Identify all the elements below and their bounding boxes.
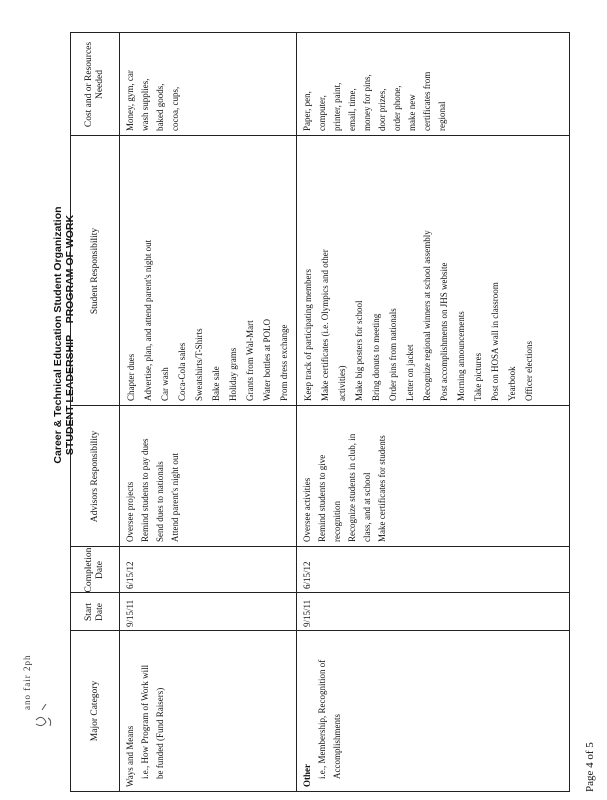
list-item: door prizes, bbox=[377, 88, 387, 131]
list-item: Chapter dues bbox=[126, 353, 136, 401]
list-item: make new bbox=[407, 94, 417, 131]
title-line-1: Career & Technical Education Student Organization bbox=[52, 206, 64, 464]
list-item: Make big posters for school bbox=[354, 300, 364, 401]
header-completion-date: Completion Date bbox=[84, 547, 105, 593]
list-item: recognition bbox=[332, 501, 342, 542]
list-item: Oversee projects bbox=[125, 481, 135, 542]
list-item: Car wash bbox=[160, 367, 170, 401]
list-item: Letter on jacket bbox=[405, 344, 415, 401]
list-item: Send dues to nationals bbox=[155, 461, 165, 542]
list-item: Post accomplishments on JHS website bbox=[439, 262, 449, 401]
advisor-list bbox=[123, 439, 183, 543]
list-item: computer, bbox=[317, 95, 327, 131]
completion-date: 6/15/12 bbox=[302, 561, 312, 589]
list-item: Grants from Wal-Mart bbox=[245, 320, 255, 401]
header-start-date: Start Date bbox=[84, 603, 105, 621]
list-item: money for pins, bbox=[362, 74, 372, 131]
margin-note: ano fair 2ph bbox=[22, 654, 32, 710]
list-item: class, and at school bbox=[362, 472, 372, 542]
list-item: Order pins from nationals bbox=[388, 308, 398, 401]
list-item: Money, gym, car bbox=[125, 70, 135, 131]
header-cost-resources: Cost and or Resources Needed bbox=[84, 41, 105, 128]
list-item: Keep track of participating members bbox=[303, 269, 313, 401]
program-table bbox=[70, 32, 570, 792]
cost-list bbox=[123, 70, 183, 131]
category-detail: i.e., Membership, Recognition of bbox=[317, 659, 327, 779]
title-line-2: STUDENT LEADERSHIP – PROGRAM OF WORK bbox=[64, 214, 76, 456]
advisor-list bbox=[300, 434, 390, 542]
list-item: Remind students to give bbox=[317, 454, 327, 542]
list-item: Holiday grams bbox=[228, 347, 238, 401]
list-item: regional bbox=[437, 101, 447, 131]
list-item: Recognize students in club, in bbox=[347, 433, 357, 542]
header-advisors-responsibility: Advisors Responsibility bbox=[89, 430, 100, 523]
list-item: Sweatshirts/T-Shirts bbox=[194, 328, 204, 401]
list-item: Paper, pen, bbox=[302, 91, 312, 131]
list-item: Officer elections bbox=[524, 340, 534, 401]
list-item: Water bottles at POLO bbox=[262, 318, 272, 401]
list-item: Bring donuts to meeting bbox=[371, 313, 381, 401]
list-item: Remind students to pay dues bbox=[140, 438, 150, 542]
page-number: Page 4 of 5 bbox=[584, 742, 596, 792]
list-item: Advertise, plan, and attend parent's night out bbox=[143, 239, 153, 401]
category-name: Ways and Means bbox=[125, 725, 135, 787]
list-item: Coca-Cola sales bbox=[177, 342, 187, 401]
list-item: certificates from bbox=[422, 71, 432, 131]
student-list bbox=[123, 240, 293, 401]
list-item: printer, paint, bbox=[332, 82, 342, 131]
start-date: 9/15/11 bbox=[302, 599, 312, 627]
table-row-other-category bbox=[300, 660, 345, 787]
category-detail: Accomplishments bbox=[332, 714, 342, 779]
list-item: Take pictures bbox=[473, 352, 483, 401]
list-item: Recognize regional winners at school assembly bbox=[422, 230, 432, 401]
list-item: Make certificates (i.e. Olympics and other bbox=[320, 249, 330, 401]
category-name: Other bbox=[302, 764, 312, 787]
list-item: Bake sale bbox=[211, 366, 221, 401]
list-item: Yearbook bbox=[507, 366, 517, 401]
list-item: wash supplies, bbox=[140, 78, 150, 131]
list-item: Attend parent's night out bbox=[170, 453, 180, 542]
list-item: cocoa, cups, bbox=[170, 86, 180, 131]
list-item: Prom dress exchange bbox=[279, 324, 289, 401]
list-item: Make certificates for students bbox=[377, 435, 387, 542]
header-student-responsibility: Student Responsibility bbox=[89, 227, 100, 315]
completion-date: 6/15/12 bbox=[125, 561, 135, 589]
student-list bbox=[300, 230, 538, 401]
cost-list bbox=[300, 72, 450, 131]
list-item: email, time, bbox=[347, 88, 357, 131]
header-major-category: Major Category bbox=[89, 680, 100, 742]
list-item: activities) bbox=[337, 365, 347, 401]
list-item: Post on HOSA wall in classroom bbox=[490, 282, 500, 401]
list-item: Oversee activities bbox=[302, 477, 312, 542]
table-row-ways-and-means-category bbox=[123, 665, 168, 787]
start-date: 9/15/11 bbox=[125, 599, 135, 627]
category-detail: i.e., How Program of Work will bbox=[140, 664, 150, 779]
list-item: Morning announcements bbox=[456, 311, 466, 401]
list-item: order phone, bbox=[392, 85, 402, 131]
category-detail: be funded (Fund Raisers) bbox=[155, 687, 165, 779]
list-item: baked goods, bbox=[155, 83, 165, 131]
